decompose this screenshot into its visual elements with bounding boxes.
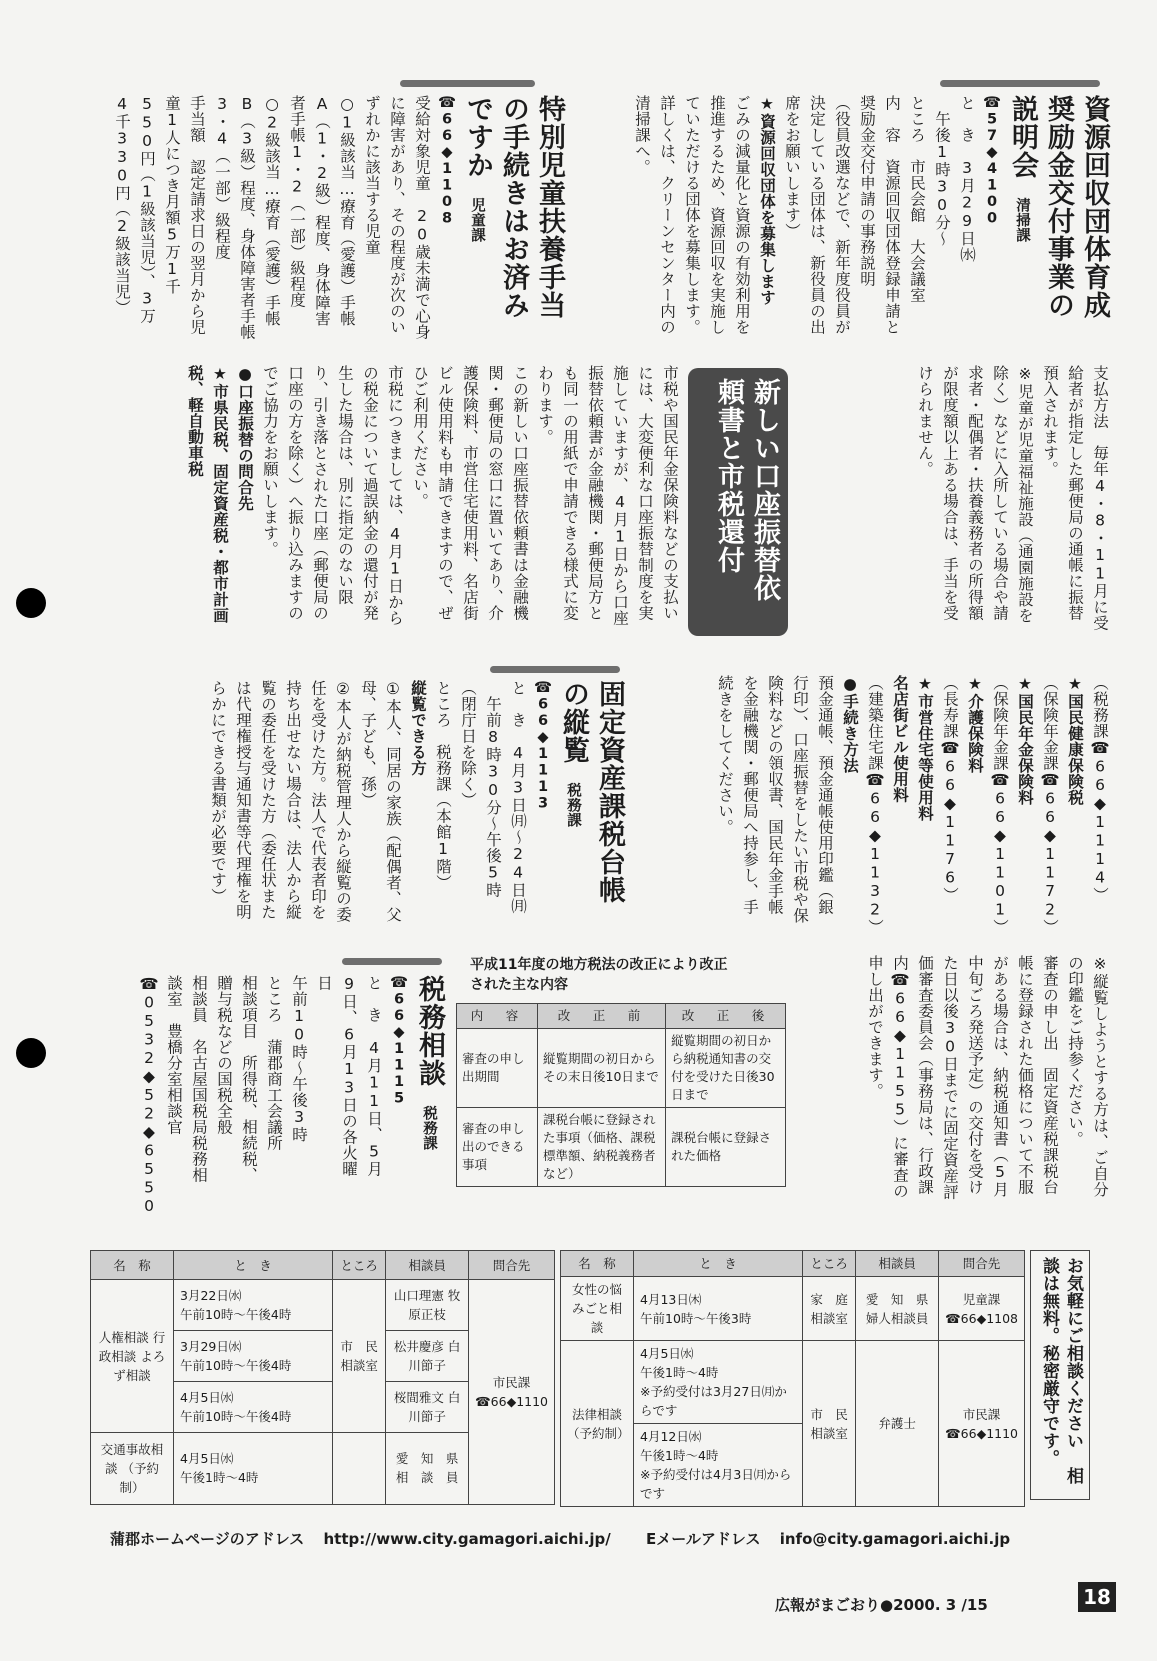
- line: 手当額 認定請求日の翌月から児童1人につき月額5万1千550円（1級該当児）、3万4千330円（2級該当児）: [113, 95, 206, 335]
- table-header: 問合先: [939, 1251, 1025, 1277]
- line: （税務課☎66◆1114）: [1091, 675, 1109, 903]
- table-row: [457, 1108, 786, 1187]
- table-cell: 交通事故相談 （予約制）: [91, 1432, 174, 1504]
- time: 午後1時～4時: [640, 1365, 719, 1380]
- table-cell: 女性の悩みごと相談: [561, 1277, 634, 1341]
- table-cell: 縦覧期間の初日からその末日後10日まで: [538, 1029, 666, 1108]
- table-header: と き: [634, 1251, 803, 1277]
- dept-contact: 税務課☎66◆1115: [391, 975, 437, 1151]
- consult-table-right: [560, 1250, 1025, 1507]
- table-header: 改 正 後: [666, 1004, 786, 1029]
- table-cell: [174, 1432, 333, 1504]
- time: 午前10時～午後3時: [640, 1310, 752, 1326]
- section-title: 特別児童扶養手当の手続きはお済みですか: [462, 95, 565, 319]
- table-cell: [333, 1432, 386, 1504]
- time: 午後1時～4時: [180, 1470, 259, 1486]
- table-header-row: [91, 1251, 555, 1280]
- subheading: ★国民年金保険料: [1016, 675, 1034, 806]
- line: （建築住宅課☎66◆1132）: [866, 675, 884, 935]
- line: ○2級該当…療育（愛護）手帳B（3級）程度、身体障害者手帳3・4（一部）級程度: [213, 95, 281, 340]
- table-cell: 弁護士: [856, 1341, 939, 1507]
- section-bar: [490, 666, 620, 673]
- table-cell: 法律相談 （予約制）: [561, 1341, 634, 1507]
- line: （役員改選などで、新年度役員が決定している団体は、新役員の出席をお願いします）: [783, 95, 851, 335]
- table-cell: 市 民 相談室: [803, 1341, 856, 1507]
- dept-contact: 税務課☎66◆1113: [535, 680, 581, 828]
- issue-info: 広報がまごおり●2000. 3 /15: [775, 1596, 988, 1614]
- section-title: 新しい口座振替依頼書と市税還付: [713, 378, 780, 602]
- subheading: ★資源回収団体を募集します: [758, 95, 776, 306]
- table-header-row: [457, 1004, 786, 1029]
- table-cell: 課税台帳に登録された価格: [666, 1108, 786, 1187]
- table-cell: 市民課 ☎66◆1110: [939, 1341, 1025, 1507]
- time: 午前10時～午後4時: [180, 1307, 292, 1323]
- line: ①本人、同居の家族（配偶者、父母、子ども、孫）: [359, 680, 402, 923]
- section-title: 資源回収団体育成奨励金交付事業の説明会: [1007, 95, 1110, 319]
- table-cell: 家 庭 相談室: [803, 1277, 856, 1341]
- section-child-allowance-cont: [912, 365, 1112, 635]
- line: 受給対象児童 20歳未満で心身に障害があり、その程度が次のいずれかに該当する児童: [363, 95, 431, 340]
- table-row: [91, 1280, 555, 1331]
- table-cell: 市民課 ☎66◆1110: [469, 1280, 555, 1505]
- subheading: ★介護保険料: [966, 675, 984, 774]
- punch-hole-top: [16, 588, 46, 618]
- section-title: 税務相談: [414, 975, 445, 1087]
- line: 預金通帳、預金通帳使用印鑑（銀行印）、口座振替をしたい市税や保険料などの領収書、国民年金手帳を金融機関・郵便局へ持参し、手続きをしてください。: [716, 675, 834, 924]
- subheading: ●口座振替の問合先: [236, 365, 254, 512]
- subheading: ●手続き方法: [841, 675, 859, 774]
- section-bar: [342, 958, 442, 965]
- line: と き 4月11日、5月9日、6月13日の各火曜日: [315, 975, 383, 1177]
- subheading: ★市県民税、固定資産税・都市計画税、軽自動車税: [186, 365, 229, 624]
- line: （長寿課☎66◆1176）: [941, 675, 959, 903]
- table-cell: [634, 1277, 803, 1341]
- line: ※縦覧しようとする方は、ご自分の印鑑をご持参ください。: [1066, 955, 1109, 1198]
- table-header-row: [561, 1251, 1025, 1277]
- consult-table-left: [90, 1250, 555, 1505]
- table-cell: 桜間雅文 白川節子: [386, 1381, 469, 1432]
- table-cell: 愛 知 県 相 談 員: [386, 1432, 469, 1504]
- line: ○1級該当…療育（愛護）手帳A（1・2級）程度、身体障害者手帳1・2（一部）級程度: [288, 95, 356, 327]
- line: と き 4月3日㈪～24日㈪: [509, 680, 527, 914]
- date: 4月13日㈭: [640, 1291, 702, 1307]
- section-account-transfer: [182, 365, 682, 635]
- date: 3月22日㈬: [180, 1288, 242, 1304]
- line: ところ 市民会館 大会議室: [908, 95, 926, 303]
- table-cell: 人権相談 行政相談 よろず相談: [91, 1280, 174, 1432]
- line: ☎0532◆52◆6550: [140, 975, 158, 1216]
- time: 午後1時～4時: [640, 1448, 719, 1463]
- table-cell: 松井慶彦 白川節子: [386, 1331, 469, 1382]
- line: ところ 蒲郡商工会議所: [265, 975, 283, 1151]
- table-cell: 審査の申し出のできる事項: [457, 1108, 538, 1187]
- subheading: 名店街ビル使用料: [891, 675, 909, 803]
- table-header: ところ: [333, 1251, 386, 1280]
- line: 午後1時30分～: [933, 95, 951, 247]
- table-header: 名 称: [91, 1251, 174, 1280]
- section-fixed-asset: [205, 680, 627, 930]
- time: 午前10時～午後4時: [180, 1358, 292, 1374]
- line: 午前8時30分～午後5時: [484, 680, 502, 898]
- section-title-box: [688, 368, 788, 636]
- date: 3月29日㈬: [180, 1339, 242, 1355]
- email-address[interactable]: info@city.gamagori.aichi.jp: [779, 1530, 1011, 1548]
- tax-law-table: [456, 1003, 786, 1187]
- table-header: 改 正 前: [538, 1004, 666, 1029]
- line: （閉庁日を除く）: [459, 680, 477, 808]
- section-child-allowance: [109, 95, 567, 340]
- consult-banner: [1030, 1250, 1090, 1500]
- table-caption: 平成11年度の地方税法の改正により改正された主な内容: [470, 957, 728, 993]
- table-row: [561, 1341, 1025, 1424]
- line: ※児童が児童福祉施設（通園施設を除く）などに入所している場合や請求者・配偶者・扶養義務者の所得額が限度額以上ある場合は、手当を受けられません。: [916, 365, 1034, 624]
- punch-hole-bottom: [16, 1038, 46, 1068]
- section-account-transfer-cont: [712, 675, 1112, 935]
- table-cell: 縦覧期間の初日から納税通知書の交付を受けた日後30日まで: [666, 1029, 786, 1108]
- line: （保険年金課☎66◆1101）: [991, 675, 1009, 935]
- table-header: 問合先: [469, 1251, 555, 1280]
- line: 審査の申し出 固定資産税課税台帳に登録された価格について不服がある場合は、納税通知書（5月中旬ごろ発送予定）の交付を受けた日以後30日までに固定資産評価審査委員会（事務局は、行政課内☎66◆1155）に審査の申し出ができます。: [866, 955, 1059, 1200]
- table-cell: 児童課 ☎66◆1108: [939, 1277, 1025, 1341]
- date: 4月5日㈬: [180, 1389, 234, 1405]
- table-cell: 審査の申し出期間: [457, 1029, 538, 1108]
- paragraph: ごみの減量化と資源の有効利用を推進するため、資源回収を実施していただける団体を募集します。詳しくは、クリーンセンター内の清掃課へ。: [633, 95, 751, 335]
- table-header: 相談員: [856, 1251, 939, 1277]
- homepage-label: 蒲郡ホームページのアドレス: [110, 1530, 305, 1548]
- table-cell: 課税台帳に登録された事項（価格、課税標準額、納税義務者など）: [538, 1108, 666, 1187]
- footer-address: [110, 1528, 1100, 1549]
- subheading: ★国民健康保険税: [1066, 675, 1084, 806]
- line: と き 3月29日㈬: [958, 95, 976, 263]
- table-cell: 市 民 相談室: [333, 1280, 386, 1432]
- table-cell: [634, 1341, 803, 1424]
- line: 支払方法 毎年4・8・11月に受給者が指定した郵便局の通帳に振替預入されます。: [1041, 365, 1109, 631]
- line: 相談項目 所得税、相続税、贈与税などの国税全般: [215, 975, 258, 1183]
- page-number: 18: [1078, 1582, 1116, 1612]
- note: ※予約受付は4月3日㈪からです: [640, 1467, 792, 1501]
- section-fixed-asset-cont: [862, 955, 1112, 1205]
- table-header: 相談員: [386, 1251, 469, 1280]
- table-row: [457, 1029, 786, 1108]
- section-bar: [400, 80, 535, 87]
- section-recycle: [629, 95, 1112, 340]
- dept-contact: 清掃課☎57◆4100: [984, 95, 1030, 243]
- table-header: と き: [174, 1251, 333, 1280]
- table-cell: 愛 知 県 婦人相談員: [856, 1277, 939, 1341]
- line: この新しい口座振替依頼書は金融機関・郵便局の窓口に置いてあり、介護保険料、市営住宅使用料、名店街ビル使用料も申請できますので、ぜひご利用ください。: [411, 365, 529, 621]
- line: 相談員 名古屋国税局税務相談室 豊橋分室相談官: [165, 975, 208, 1183]
- time: 午前10時～午後4時: [180, 1408, 292, 1424]
- date: 4月5日㈬: [640, 1346, 694, 1361]
- line: 内 容 資源回収団体登録申請と奨励金交付申請の事務説明: [858, 95, 901, 335]
- homepage-url[interactable]: http://www.city.gamagori.aichi.jp/: [323, 1530, 611, 1548]
- line: 市税につきましては、4月1日からの税金について過誤納金の還付が発生した場合は、別に指定のない限り、引き落とされた口座（郵便局の口座の方を除く）へ振り込みますのでご協力をお願いします。: [261, 365, 404, 626]
- table-header: ところ: [803, 1251, 856, 1277]
- table-cell: [174, 1280, 333, 1331]
- table-header: 名 称: [561, 1251, 634, 1277]
- line: （保険年金課☎66◆1172）: [1041, 675, 1059, 935]
- line: 午前10時～午後3時: [290, 975, 308, 1143]
- section-bar: [940, 80, 1100, 87]
- subheading: ★市営住宅等使用料: [916, 675, 934, 822]
- line: ②本人が納税管理人から縦覧の委任を受けた方。法人で代表者印を持ち出せない場合は、法人から縦覧の委任を受けた方（委任状または代理権授与通知書等代理権を明らかにできる書類が必要です）: [209, 680, 352, 923]
- date: 4月5日㈬: [180, 1451, 234, 1467]
- section-title: 固定資産課税台帳の縦覧: [558, 680, 625, 904]
- date: 4月12日㈬: [640, 1429, 702, 1444]
- section-tax-consult: [136, 975, 447, 1216]
- note: ※予約受付は3月27日㈪からです: [640, 1384, 787, 1418]
- line: 市税や国民年金保険料などの支払いには、大変便利な口座振替制度を実施していますが、4月1日から口座振替依頼書が金融機関・郵便局方とも同一の用紙で申請できる様式に変わります。: [536, 365, 679, 626]
- banner-text: お気軽にご相談ください 相談は無料。秘密厳守です。: [1039, 1257, 1083, 1485]
- subheading: 縦覧できる方: [409, 680, 427, 776]
- table-cell: [174, 1331, 333, 1382]
- table-cell: [174, 1381, 333, 1432]
- line: ところ 税務課（本館1階）: [434, 680, 452, 891]
- dept-contact: 児童課☎66◆1108: [439, 95, 485, 243]
- table-cell: [634, 1424, 803, 1507]
- table-header: 内 容: [457, 1004, 538, 1029]
- email-label: Eメールアドレス: [645, 1530, 761, 1548]
- table-cell: 山口理憲 牧原正枝: [386, 1280, 469, 1331]
- table-row: [561, 1277, 1025, 1341]
